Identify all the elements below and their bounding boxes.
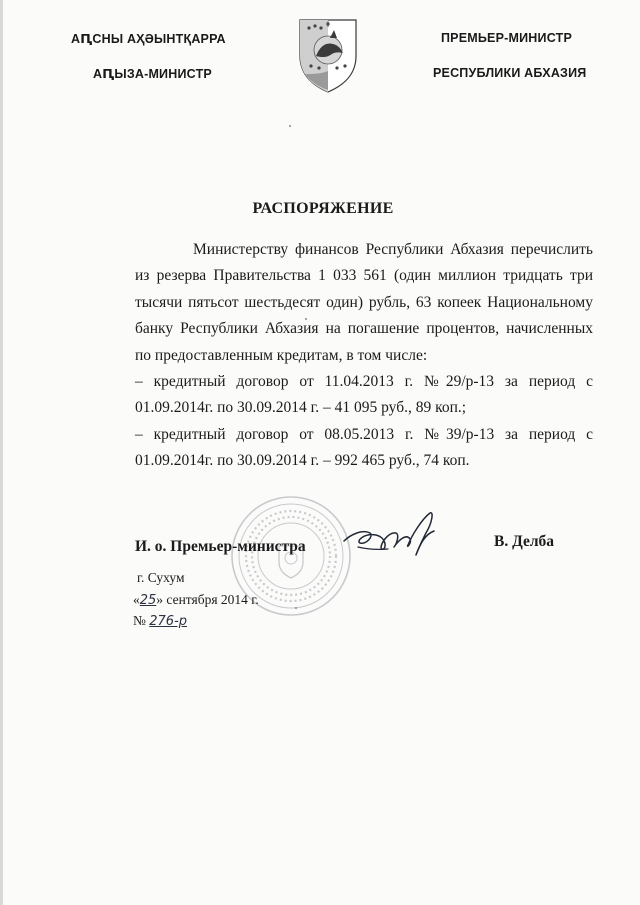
main-paragraph: Министерству финансов Республики Абхазия перечислить из резерва Правительства 1 033 561 (один миллион тридцать три тысячи пятьсот шестьдесят один) рубль, 63 копеек Национальному банку Республики Абхазия на погашение процентов, начисленных по предоставленным кредитам, в том числе:	[135, 241, 593, 364]
date-line	[133, 592, 259, 608]
scan-speck	[295, 607, 297, 609]
document-body	[135, 237, 593, 475]
header-left-line1: АԤСНЫ АҲӘЫНТҚАРРА	[71, 32, 226, 46]
city-line: г. Сухум	[137, 570, 185, 585]
date-open-quote: «	[133, 592, 140, 607]
credit-item-2: – кредитный договор от 08.05.2013 г. №39/р-13 за период с 01.09.2014г. по 30.09.2014 г. – 992 465 руб., 74 коп.	[135, 425, 593, 470]
document-title: РАСПОРЯЖЕНИЕ	[252, 200, 394, 217]
header-left-line2: АԤЫЗА-МИНИСТР	[93, 67, 212, 81]
scan-speck	[305, 318, 307, 320]
header-right-line2: РЕСПУБЛИКИ АБХАЗИЯ	[433, 66, 587, 80]
number-line	[133, 613, 187, 629]
signatory-position: И. о. Премьер-министра	[135, 538, 306, 555]
signatory-name: В. Делба	[494, 533, 555, 550]
number-value: 276-р	[149, 614, 188, 629]
scan-speck	[289, 125, 291, 127]
header-right-line1: ПРЕМЬЕР-МИНИСТР	[441, 31, 572, 45]
credit-item-1: – кредитный договор от 11.04.2013 г. №29/р-13 за период с 01.09.2014г. по 30.09.2014 г. – 41 095 руб., 89 коп.;	[135, 373, 593, 417]
number-prefix: №	[133, 613, 146, 628]
coat-of-arms-icon	[297, 16, 359, 94]
signature-icon	[336, 505, 446, 565]
date-rest: » сентября 2014 г.	[156, 592, 259, 607]
date-day: 25	[139, 593, 157, 608]
